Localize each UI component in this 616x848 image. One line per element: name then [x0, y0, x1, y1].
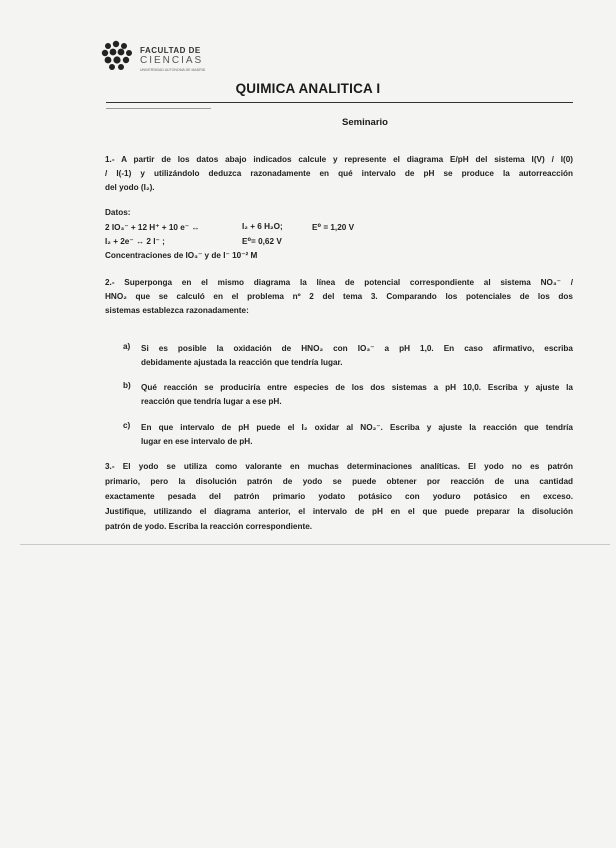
q1-line-3: del yodo (I₂).: [105, 183, 155, 192]
reaction-1-left: 2 IO₃⁻ + 12 H⁺ + 10 e⁻ ↔: [105, 223, 200, 232]
q2-item-a-label: a): [123, 342, 131, 351]
title-divider-short: [106, 108, 211, 109]
logo-text-faculty: FACULTAD DE: [140, 46, 201, 55]
q2-item-c-label: c): [123, 421, 131, 430]
q3-line-4: Justifique, utilizando el diagrama anterior, el intervalo de pH en el que puede preparar la disolución: [105, 507, 573, 516]
page-subtitle: Seminario: [342, 117, 388, 128]
reaction-1-potential: E⁰ = 1,20 V: [312, 223, 355, 232]
q2-item-c-line-1: En que intervalo de pH puede el I₂ oxidar al NO₂⁻. Escriba y ajuste la reacción que tendría: [141, 423, 573, 432]
reaction-2-left: I₂ + 2e⁻ ↔ 2 I⁻ ;: [105, 237, 165, 246]
reaction-1-products: I₂ + 6 H₂O;: [242, 222, 283, 231]
q2-item-c-line-2: lugar en ese intervalo de pH.: [141, 437, 253, 446]
q2-item-b-label: b): [123, 381, 131, 390]
datos-label: Datos:: [105, 208, 131, 217]
q1-line-2: / I(-1) y utilizándolo deduzca razonadamente en qué intervalo de pH se produce la autorreacción: [105, 169, 573, 178]
faculty-emblem-icon: [100, 40, 136, 74]
q3-line-3: exactamente pesada del patrón primario yodato potásico con yoduro potásico en exceso.: [105, 492, 573, 501]
q2-item-a-line-1: Si es posible la oxidación de HNO₂ con IO₃⁻ a pH 1,0. En caso afirmativo, escriba: [141, 344, 573, 353]
logo-text-university: UNIVERSIDAD AUTONOMA DE MADRID: [140, 68, 206, 72]
bottom-divider: [20, 544, 610, 545]
q3-line-2: primario, pero la disolución patrón de yodo se puede obtener por reacción de una cantidad: [105, 477, 573, 486]
q2-line-3: sistemas establezca razonadamente:: [105, 306, 249, 315]
q3-line-1: 3.- El yodo se utiliza como valorante en muchas determinaciones analíticas. El yodo no es patrón: [105, 462, 573, 471]
q1-line-1: 1.- A partir de los datos abajo indicados calcule y represente el diagrama E/pH del sistema I(V) / I(0): [105, 155, 573, 164]
title-divider: [106, 102, 573, 103]
q3-line-5: patrón de yodo. Escriba la reacción correspondiente.: [105, 522, 313, 531]
q2-item-b-line-2: reacción que tendría lugar a ese pH.: [141, 397, 282, 406]
q2-line-1: 2.- Superponga en el mismo diagrama la línea de potencial correspondiente al sistema NO₃⁻ /: [105, 278, 573, 287]
page-title: QUIMICA ANALITICA I: [235, 81, 381, 96]
faculty-logo: [100, 40, 240, 76]
q2-line-2: HNO₂ que se calculó en el problema nº 2 del tema 3. Comparando los potenciales de los dos: [105, 292, 573, 301]
q2-item-a-line-2: debidamente ajustada la reacción que tendría lugar.: [141, 358, 343, 367]
reaction-2-potential: E⁰= 0,62 V: [242, 237, 282, 246]
q2-item-b-line-1: Qué reacción se produciría entre especies de los dos sistemas a pH 10,0. Escriba y ajuste la: [141, 383, 573, 392]
concentrations: Concentraciones de IO₃⁻ y de I⁻ 10⁻² M: [105, 251, 258, 260]
logo-text-ciencias: CIENCIAS: [140, 55, 204, 66]
